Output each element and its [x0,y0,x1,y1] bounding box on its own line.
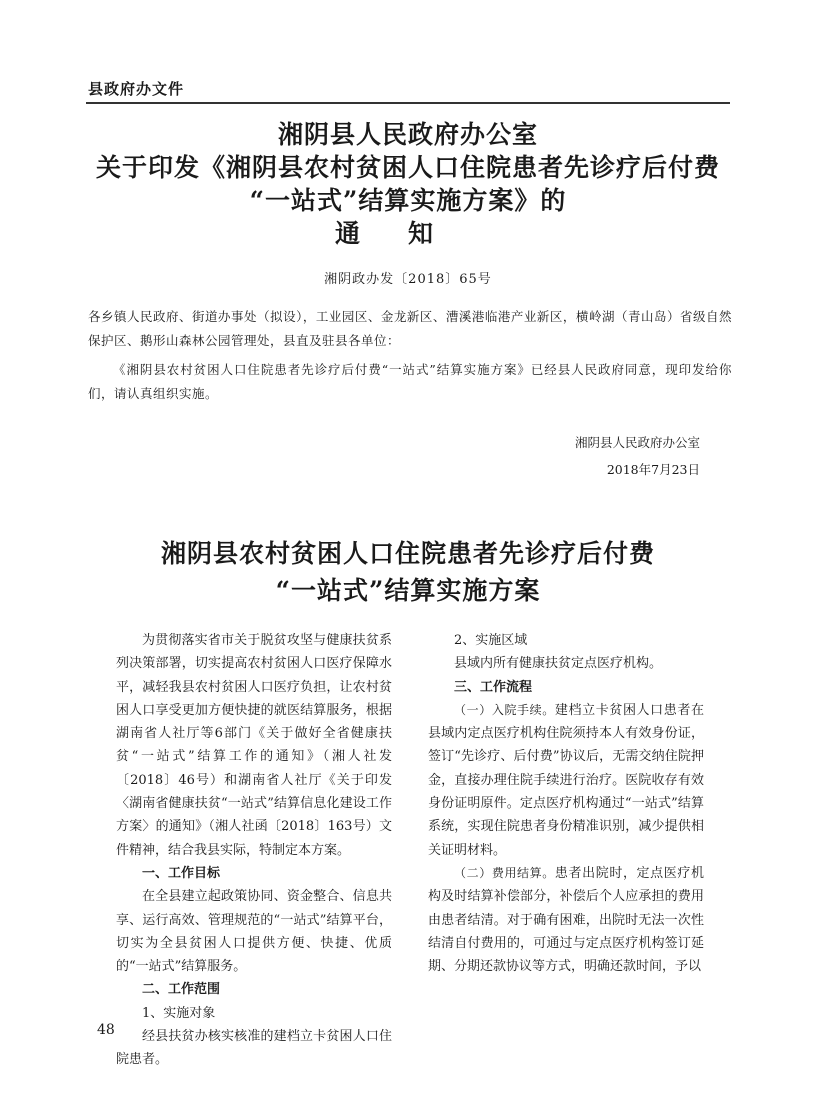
section-goals-text: 在全县建立起政策协同、资金整合、信息共享、运行高效、管理规范的“一站式”结算平台，切实为全县贫困人口提供方便、快捷、优质的“一站式”结算服务。 [116,889,392,975]
signature-date: 2018年7月23日 [606,462,700,477]
section-heading-scope: 二、工作范围 [142,982,221,998]
plan-title [80,535,736,609]
notice-body: 《湘阴县农村贫困人口住院患者先诊疗后付费“一站式”结算实施方案》已经县人民政府同意，现印发给你们，请认真组织实施。 [88,362,732,401]
plan-intro-paragraph: 为贯彻落实省市关于脱贫攻坚与健康扶贫系列决策部署，切实提高农村贫困人口医疗保障水平，减轻我县农村贫困人口医疗负担，让农村贫困人口享受更加方便快捷的就医结算服务，根据湖南省人社厅等6部门《关于做好全省健康扶贫“一站式”结算工作的通知》（湘人社发〔2018〕46号）和湖南省人社厅《关于印发〈湖南省健康扶贫“一站式”结算信息化建设工作方案〉的通知》（湘人社函〔2018〕163号）文件精神，结合我县实际，特制定本方案。 [116,633,392,858]
subsection-area-text: 县域内所有健康扶贫定点医疗机构。 [454,656,663,672]
process-admission-label: （一）入院手续。 [454,702,555,717]
process-admission-paragraph [428,699,704,862]
process-settlement-label: （二）费用结算。 [454,865,555,880]
process-admission-text: 建档立卡贫困人口患者在县域内定点医疗机构住院须持本人有效身份证，签订“先诊疗、后付费”协议后，无需交纳住院押金，直接办理住院手续进行治疗。医院收存有效身份证明原件。定点医疗机构通过“一站式”结算系统，实现住院患者身份精准识别，减少提供相关证明材料。 [428,702,704,858]
subsection-target-text: 经县扶贫办核实核准的建档立卡贫困人口住院患者。 [116,1029,392,1068]
document-number: 湘阴政办发〔2018〕65号 [324,272,492,287]
plan-title-line-1: 湘阴县农村贫困人口住院患者先诊疗后付费 [160,539,655,568]
notice-title-line-2: 关于印发《湘阴县农村贫困人口住院患者先诊疗后付费 [95,153,720,182]
section-heading-process: 三、工作流程 [454,679,533,695]
process-settlement-paragraph [428,862,704,978]
page-number: 48 [97,1022,115,1038]
section-heading-goals: 一、工作目标 [142,865,221,881]
running-header: 县政府办文件 [88,80,185,98]
plan-column-left [116,629,392,1072]
notice-title-line-4: 通知 [334,219,481,248]
plan-title-line-2: “一站式”结算实施方案 [275,576,541,605]
notice-title [80,118,736,250]
plan-column-right [428,629,704,978]
header-divider [86,102,730,104]
subsection-label-target: 1、实施对象 [142,1005,216,1021]
notice-title-line-3: “一站式”结算实施方案》的 [249,186,567,215]
addressee-list: 各乡镇人民政府、街道办事处（拟设），工业园区、金龙新区、漕溪港临港产业新区，横岭湖（青山岛）省级自然保护区、鹅形山森林公园管理处，县直及驻县各单位： [88,309,732,348]
process-settlement-text: 患者出院时，定点医疗机构及时结算补偿部分，补偿后个人应承担的费用由患者结清。对于确有困难，出院时无法一次性结清自付费用的，可通过与定点医疗机构签订延期、分期还款协议等方式，明确还款时间，予以 [428,865,704,975]
signature-organization: 湘阴县人民政府办公室 [574,435,700,450]
subsection-label-area: 2、实施区域 [454,633,528,648]
notice-title-line-1: 湘阴县人民政府办公室 [277,120,538,149]
